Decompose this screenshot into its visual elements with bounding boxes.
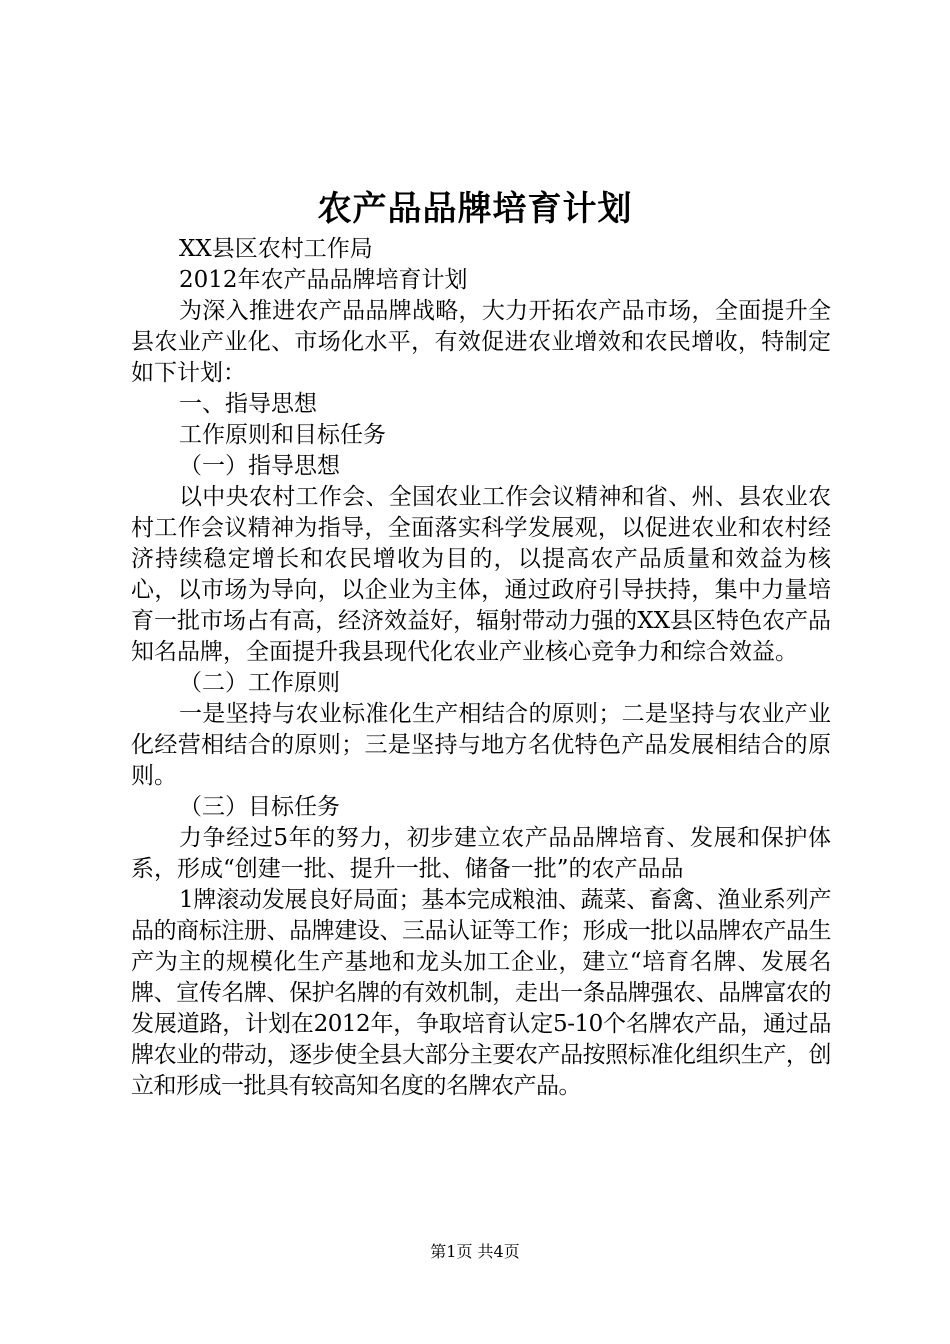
paragraph-guiding-thought: 以中央农村工作会、全国农业工作会议精神和省、州、县农业农村工作会议精神为指导，全面落实科学发展观，以促进农业和农村经济持续稳定增长和农民增收为目的，以提高农产品质量和效益为核心，以市场为导向，以企业为主体，通过政府引导扶持，集中力量培育一批市场占有高，经济效益好，辐射带动力强的XX县区特色农产品知名品牌，全面提升我县现代化农业产业核心竞争力和综合效益。 (131, 484, 831, 665)
paragraph-work-principles: 一是坚持与农业标准化生产相结合的原则；二是坚持与农业产业化经营相结合的原则；三是坚持与地方名优特色产品发展相结合的原则。 (131, 701, 831, 789)
paragraph-intro: 为深入推进农产品品牌战略，大力开拓农产品市场，全面提升全县农业产业化、市场化水平，有效促进农业增效和农民增收，特制定如下计划： (131, 298, 831, 386)
paragraph-goals: 力争经过5年的努力，初步建立农产品品牌培育、发展和保护体系，形成“创建一批、提升一批、储备一批”的农产品品 (131, 825, 831, 882)
subsection-heading-3: （三）目标任务 (179, 794, 340, 820)
document-title: 农产品品牌培育计划 (317, 189, 633, 229)
subsection-heading-2: （二）工作原则 (179, 670, 340, 696)
section-heading-1: 一、指导思想 (179, 391, 317, 417)
page-indicator: 第1页 共4页 (430, 1242, 520, 1261)
paragraph-goals-continued: 1牌滚动发展良好局面；基本完成粮油、蔬菜、畜禽、渔业系列产品的商标注册、品牌建设、三品认证等工作；形成一批以品牌农产品生产为主的规模化生产基地和龙头加工企业，建立“培育名牌、发展名牌、宣传名牌、保护名牌的有效机制，走出一条品牌强农、品牌富农的发展道路，计划在2012年，争取培育认定5-10个名牌农产品，通过品牌农业的带动，逐步使全县大部分主要农产品按照标准化组织生产，创立和形成一批具有较高知名度的名牌农产品。 (131, 887, 831, 1099)
paragraph-plan-name: 2012年农产品品牌培育计划 (179, 267, 468, 293)
section-heading-principles: 工作原则和目标任务 (179, 422, 386, 448)
paragraph-issuer: XX县区农村工作局 (179, 236, 373, 262)
subsection-heading-1: （一）指导思想 (179, 453, 340, 479)
document-body (131, 234, 831, 1102)
